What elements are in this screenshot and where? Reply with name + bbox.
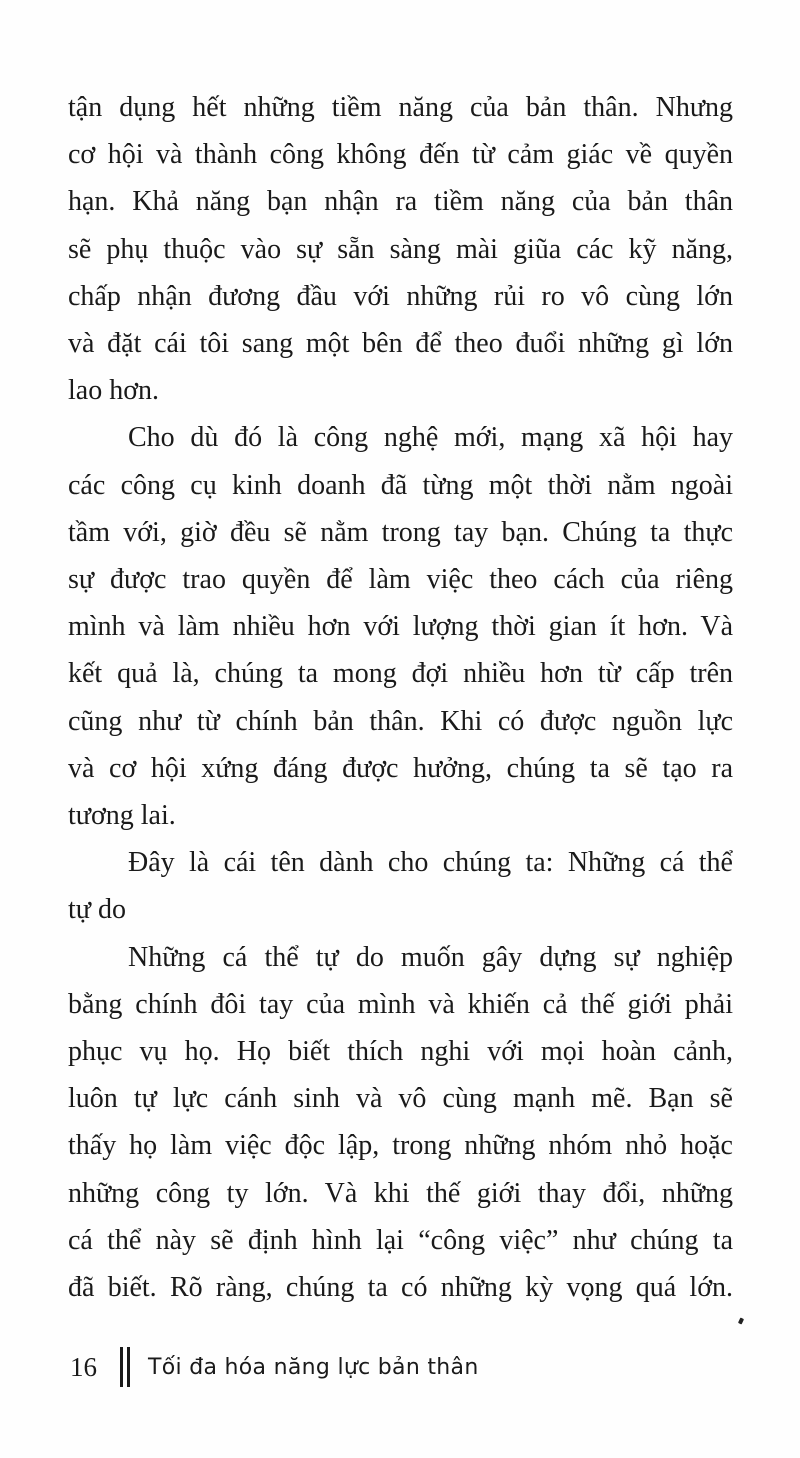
text-line: lao hơn. bbox=[68, 375, 160, 407]
page-number: 16 bbox=[70, 1351, 97, 1382]
text-line: tương lai. bbox=[68, 800, 176, 832]
text-line: kết quả là, chúng ta mong đợi nhiều hơn từ cấp trên bbox=[68, 658, 733, 690]
text-line: thấy họ làm việc độc lập, trong những nhóm nhỏ hoặc bbox=[68, 1130, 733, 1162]
text-line: cơ hội và thành công không đến từ cảm giác về quyền bbox=[68, 139, 733, 171]
text-line: luôn tự lực cánh sinh và vô cùng mạnh mẽ. Bạn sẽ bbox=[68, 1083, 733, 1115]
text-line: và cơ hội xứng đáng được hưởng, chúng ta sẽ tạo ra bbox=[68, 752, 733, 784]
text-line: tự do bbox=[68, 894, 126, 926]
text-line: bằng chính đôi tay của mình và khiến cả thế giới phải bbox=[68, 988, 733, 1020]
text-line: đã biết. Rõ ràng, chúng ta có những kỳ vọng quá lớn. bbox=[68, 1272, 733, 1304]
text-line: Cho dù đó là công nghệ mới, mạng xã hội hay bbox=[128, 422, 733, 454]
text-line: các công cụ kinh doanh đã từng một thời nằm ngoài bbox=[68, 469, 733, 501]
text-line: sẽ phụ thuộc vào sự sẵn sàng mài giũa các kỹ năng, bbox=[68, 233, 733, 265]
text-line: cá thể này sẽ định hình lại “công việc” như chúng ta bbox=[68, 1224, 733, 1256]
text-line: tận dụng hết những tiềm năng của bản thân. Nhưng bbox=[68, 92, 733, 123]
text-line: tầm với, giờ đều sẽ nằm trong tay bạn. Chúng ta thực bbox=[68, 516, 733, 548]
text-line: Đây là cái tên dành cho chúng ta: Những cá thể bbox=[128, 847, 733, 879]
text-line: phục vụ họ. Họ biết thích nghi với mọi hoàn cảnh, bbox=[68, 1036, 733, 1068]
running-book-title: Tối đa hóa năng lực bản thân bbox=[148, 1354, 479, 1380]
text-line: mình và làm nhiều hơn với lượng thời gian ít hơn. Và bbox=[68, 611, 733, 643]
text-line: cũng như từ chính bản thân. Khi có được nguồn lực bbox=[68, 705, 733, 737]
text-line: Những cá thể tự do muốn gây dựng sự nghiệp bbox=[128, 941, 733, 973]
page-body-text bbox=[68, 84, 733, 1311]
text-line: sự được trao quyền để làm việc theo cách của riêng bbox=[68, 564, 733, 596]
text-line: và đặt cái tôi sang một bên để theo đuổi những gì lớn bbox=[68, 328, 733, 360]
text-line: hạn. Khả năng bạn nhận ra tiềm năng của bản thân bbox=[68, 186, 733, 218]
ink-speck bbox=[738, 1317, 744, 1324]
text-line: những công ty lớn. Và khi thế giới thay đổi, những bbox=[68, 1177, 733, 1209]
double-bar-separator bbox=[120, 1347, 130, 1387]
page-footer bbox=[70, 1347, 479, 1387]
text-line: chấp nhận đương đầu với những rủi ro vô cùng lớn bbox=[68, 280, 733, 312]
